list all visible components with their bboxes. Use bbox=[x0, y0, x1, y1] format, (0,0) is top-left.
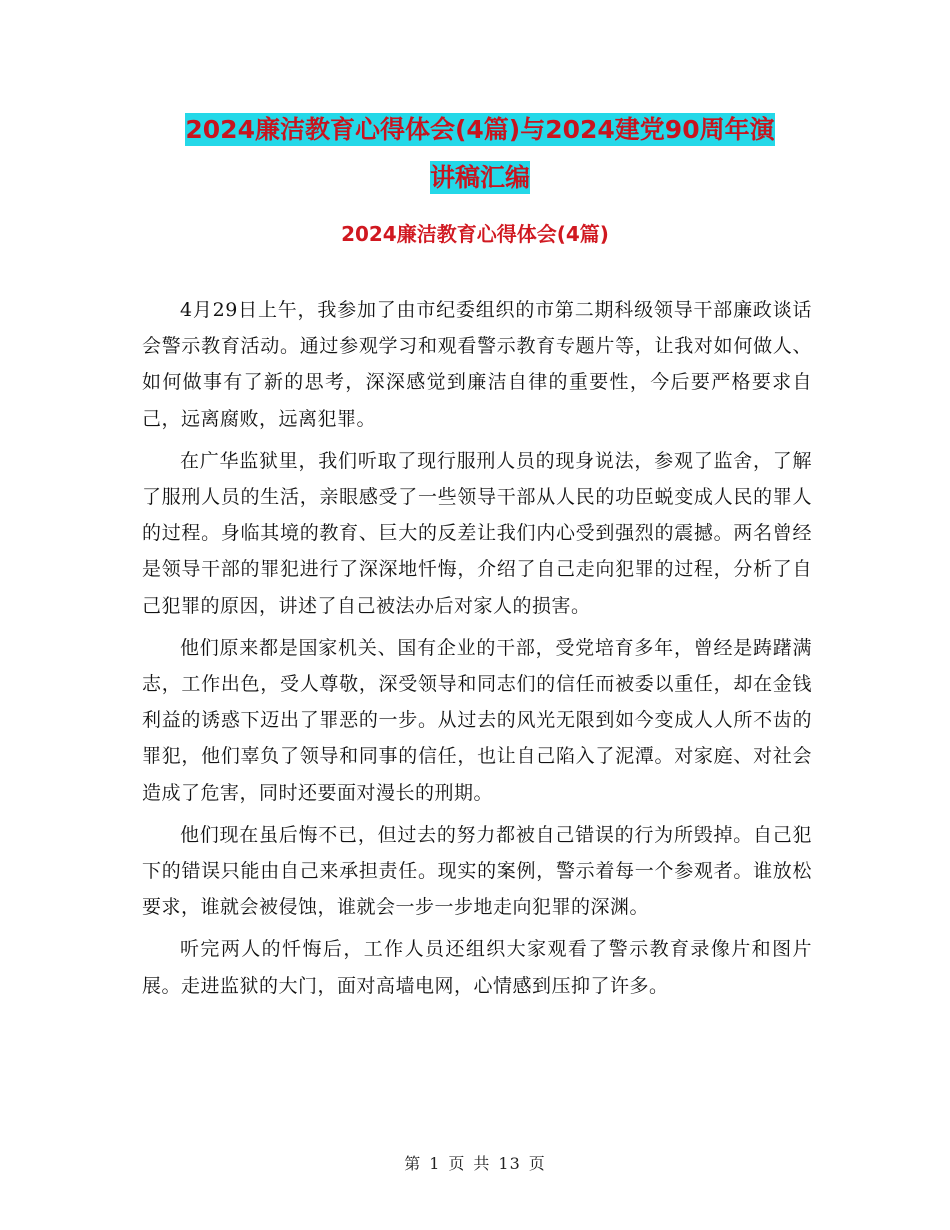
page-number: 1 bbox=[429, 1154, 441, 1173]
paragraph: 他们现在虽后悔不已，但过去的努力都被自己错误的行为所毁掉。自己犯下的错误只能由自己来承担责任。现实的案例，警示着每一个参观者。谁放松要求，谁就会被侵蚀，谁就会一步一步地走向犯罪的深渊。 bbox=[142, 823, 812, 919]
document-body bbox=[142, 292, 812, 1010]
paragraph: 在广华监狱里，我们听取了现行服刑人员的现身说法，参观了监舍，了解了服刑人员的生活，亲眼感受了一些领导干部从人民的功臣蜕变成人民的罪人的过程。身临其境的教育、巨大的反差让我们内心受到强烈的震撼。两名曾经是领导干部的罪犯进行了深深地忏悔，介绍了自己走向犯罪的过程，分析了自己犯罪的原因，讲述了自己被法办后对家人的损害。 bbox=[142, 449, 812, 617]
total-label-prefix: 共 bbox=[473, 1154, 491, 1173]
paragraph: 4月29日上午，我参加了由市纪委组织的市第二期科级领导干部廉政谈话会警示教育活动。通过参观学习和观看警示教育专题片等，让我对如何做人、如何做事有了新的思考，深深感觉到廉洁自律的重要性，今后要严格要求自己，远离腐败，远离犯罪。 bbox=[142, 299, 812, 430]
page-label-prefix: 第 bbox=[404, 1154, 422, 1173]
page-footer bbox=[0, 1152, 950, 1176]
document-title-line2: 讲稿汇编 bbox=[429, 163, 530, 192]
total-pages: 13 bbox=[498, 1154, 521, 1173]
total-label-suffix: 页 bbox=[528, 1154, 546, 1173]
section-title: 2024廉洁教育心得体会(4篇) bbox=[341, 222, 609, 246]
page-label-mid: 页 bbox=[448, 1154, 466, 1173]
paragraph: 他们原来都是国家机关、国有企业的干部，受党培育多年，曾经是踌躇满志，工作出色，受人尊敬，深受领导和同志们的信任而被委以重任，却在金钱利益的诱惑下迈出了罪恶的一步。从过去的风光无限到如今变成人人所不齿的罪犯，他们辜负了领导和同事的信任，也让自己陷入了泥潭。对家庭、对社会造成了危害，同时还要面对漫长的刑期。 bbox=[142, 636, 812, 804]
document-title bbox=[140, 106, 820, 202]
document-title-line1: 2024廉洁教育心得体会(4篇)与2024建党90周年演 bbox=[185, 115, 775, 144]
paragraph: 听完两人的忏悔后，工作人员还组织大家观看了警示教育录像片和图片展。走进监狱的大门，面对高墙电网，心情感到压抑了许多。 bbox=[142, 938, 812, 997]
